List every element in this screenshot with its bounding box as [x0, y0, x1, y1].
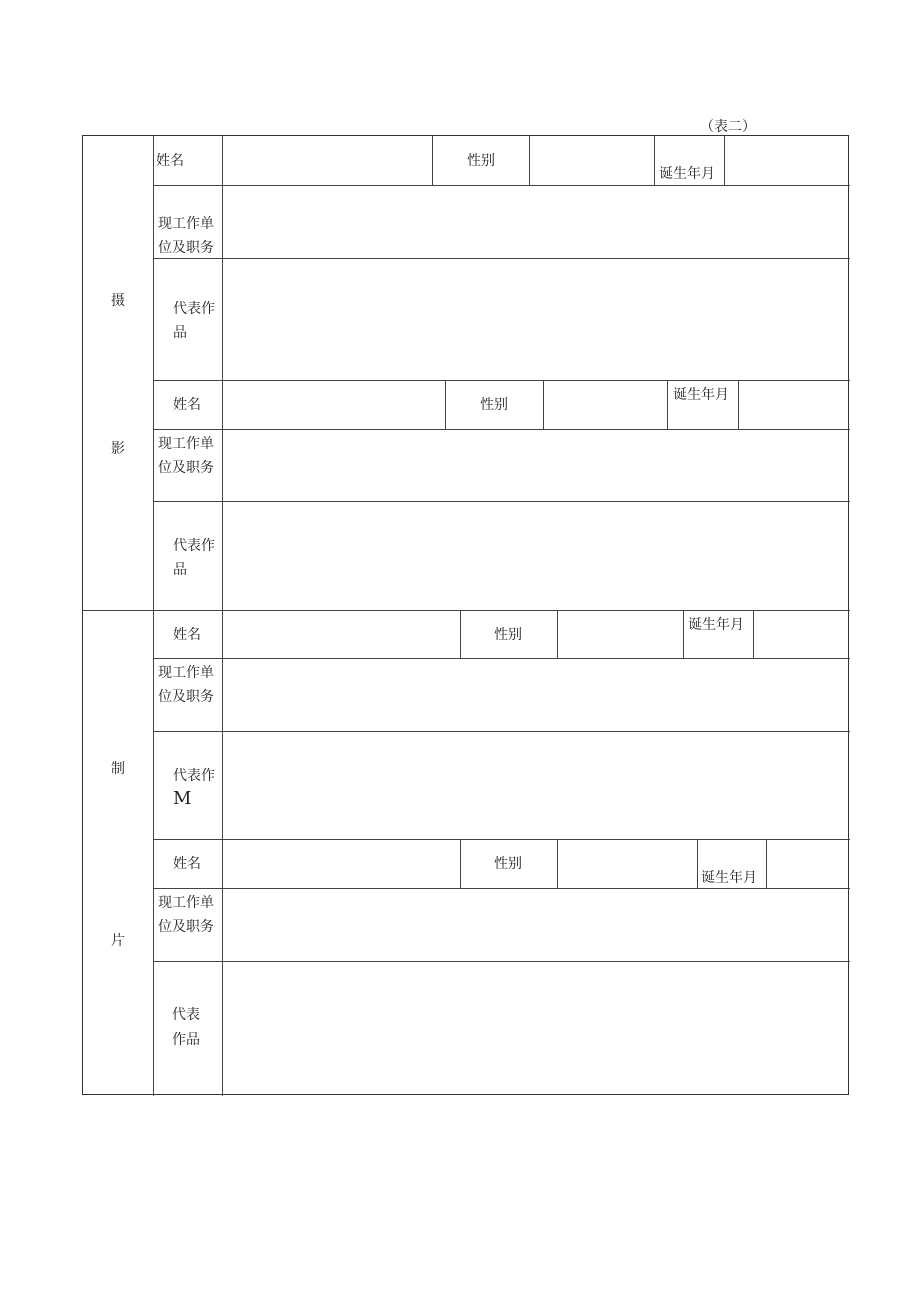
side-label-she: 摄 [111, 293, 125, 309]
name-field[interactable] [223, 840, 460, 888]
birth-label: 诞生年月 [688, 617, 744, 633]
cell-divider [654, 136, 655, 185]
birth-field[interactable] [725, 136, 850, 185]
side-label-pian: 片 [111, 933, 125, 949]
works-label-line2: 作品 [172, 1032, 200, 1048]
work-label-line2: 位及职务 [158, 919, 214, 935]
work-label-line2: 位及职务 [158, 240, 214, 256]
work-field[interactable] [223, 430, 850, 501]
side-label-ying: 影 [111, 441, 125, 457]
birth-field[interactable] [739, 381, 850, 429]
works-label-line1: 代表作 [173, 768, 215, 784]
cell-divider [432, 136, 433, 185]
birth-label: 诞生年月 [659, 166, 715, 182]
side-label-zhi: 制 [111, 761, 125, 777]
gender-field[interactable] [530, 136, 654, 185]
gender-label: 性别 [494, 627, 522, 643]
name-label: 姓名 [156, 153, 184, 169]
work-field[interactable] [223, 889, 850, 961]
cell-divider [667, 380, 668, 429]
works-label-line1: 代表作 [173, 538, 215, 554]
cell-divider [445, 380, 446, 429]
section-divider [83, 610, 850, 611]
works-field[interactable] [223, 502, 850, 610]
works-label-line1: 代表作 [173, 301, 215, 317]
work-label-line1: 现工作单 [158, 665, 214, 681]
name-label: 姓名 [173, 627, 201, 643]
work-label-line1: 现工作单 [158, 436, 214, 452]
gender-label: 性别 [467, 153, 495, 169]
birth-label: 诞生年月 [673, 387, 729, 403]
cell-divider [460, 610, 461, 658]
work-field[interactable] [223, 186, 850, 258]
name-field[interactable] [223, 381, 445, 429]
works-field[interactable] [223, 732, 850, 839]
birth-label: 诞生年月 [701, 870, 757, 886]
birth-field[interactable] [754, 611, 850, 658]
cell-divider [697, 839, 698, 888]
name-label: 姓名 [173, 856, 201, 872]
name-field[interactable] [223, 611, 460, 658]
gender-label: 性别 [480, 397, 508, 413]
work-label-line1: 现工作单 [158, 216, 214, 232]
birth-field[interactable] [767, 840, 850, 888]
cell-divider [460, 839, 461, 888]
work-label-line2: 位及职务 [158, 689, 214, 705]
cell-divider [683, 610, 684, 658]
works-field[interactable] [223, 962, 850, 1095]
name-label: 姓名 [173, 397, 201, 413]
gender-field[interactable] [558, 840, 697, 888]
work-label-line1: 现工作单 [158, 895, 214, 911]
works-label-line2: 品 [173, 325, 187, 341]
works-field[interactable] [223, 259, 850, 380]
work-label-line2: 位及职务 [158, 460, 214, 476]
name-field[interactable] [223, 136, 432, 185]
gender-field[interactable] [544, 381, 667, 429]
table-caption: （表二） [700, 119, 756, 135]
side-column-divider [153, 136, 154, 1096]
works-label-line2: 品 [173, 562, 187, 578]
work-field[interactable] [223, 659, 850, 731]
works-label-line2: M [173, 788, 192, 809]
works-label-line1: 代表 [172, 1007, 200, 1023]
gender-field[interactable] [558, 611, 683, 658]
entry-form-table [82, 135, 849, 1095]
gender-label: 性别 [494, 856, 522, 872]
